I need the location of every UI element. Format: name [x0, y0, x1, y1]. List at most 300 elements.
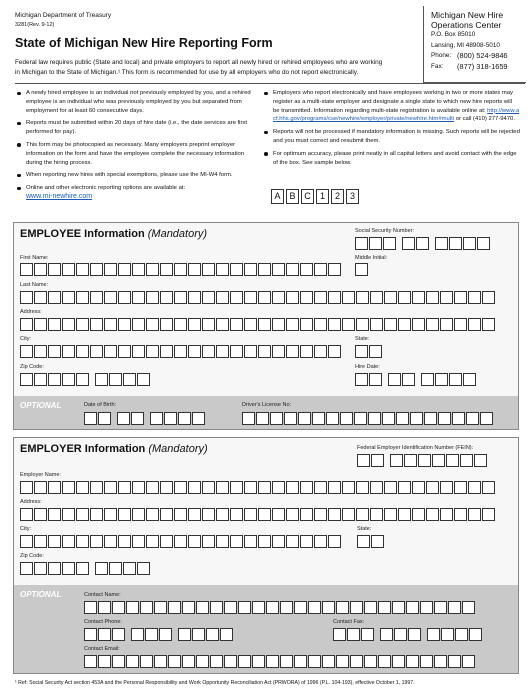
char-box[interactable]	[98, 412, 111, 425]
char-box[interactable]	[62, 345, 75, 358]
hire-date-field[interactable]	[355, 373, 477, 386]
char-box[interactable]	[272, 318, 285, 331]
char-box[interactable]	[230, 345, 243, 358]
char-box[interactable]	[112, 655, 125, 668]
char-box[interactable]	[426, 291, 439, 304]
char-box[interactable]	[188, 481, 201, 494]
char-box[interactable]	[466, 412, 479, 425]
char-box[interactable]	[280, 655, 293, 668]
char-box[interactable]	[98, 628, 111, 641]
char-box[interactable]	[34, 508, 47, 521]
char-box[interactable]	[20, 291, 33, 304]
char-box[interactable]	[336, 601, 349, 614]
char-box[interactable]	[196, 655, 209, 668]
char-box[interactable]	[244, 263, 257, 276]
char-box[interactable]	[112, 628, 125, 641]
char-box[interactable]	[312, 412, 325, 425]
char-box[interactable]	[244, 318, 257, 331]
char-box[interactable]	[244, 345, 257, 358]
ssn-field[interactable]	[355, 237, 491, 250]
char-box[interactable]	[62, 373, 75, 386]
char-box[interactable]	[242, 412, 255, 425]
char-box[interactable]	[90, 318, 103, 331]
char-box[interactable]	[462, 655, 475, 668]
char-box[interactable]	[440, 291, 453, 304]
char-box[interactable]	[412, 318, 425, 331]
char-box[interactable]	[160, 481, 173, 494]
char-box[interactable]	[336, 655, 349, 668]
char-box[interactable]	[402, 373, 415, 386]
char-box[interactable]	[224, 655, 237, 668]
char-box[interactable]	[84, 601, 97, 614]
char-box[interactable]	[426, 481, 439, 494]
char-box[interactable]	[48, 508, 61, 521]
char-box[interactable]	[20, 562, 33, 575]
char-box[interactable]	[145, 628, 158, 641]
char-box[interactable]	[118, 481, 131, 494]
char-box[interactable]	[455, 628, 468, 641]
char-box[interactable]	[482, 508, 495, 521]
char-box[interactable]	[326, 412, 339, 425]
char-box[interactable]	[76, 508, 89, 521]
char-box[interactable]	[298, 412, 311, 425]
char-box[interactable]	[356, 481, 369, 494]
char-box[interactable]	[146, 508, 159, 521]
char-box[interactable]	[84, 412, 97, 425]
last-name-field[interactable]	[20, 291, 496, 304]
char-box[interactable]	[350, 655, 363, 668]
char-box[interactable]	[132, 481, 145, 494]
char-box[interactable]	[347, 628, 360, 641]
char-box[interactable]	[146, 318, 159, 331]
char-box[interactable]	[357, 535, 370, 548]
char-box[interactable]	[446, 454, 459, 467]
char-box[interactable]	[448, 655, 461, 668]
char-box[interactable]	[20, 481, 33, 494]
char-box[interactable]	[48, 263, 61, 276]
char-box[interactable]	[76, 263, 89, 276]
char-box[interactable]	[370, 481, 383, 494]
char-box[interactable]	[160, 263, 173, 276]
employer-name-field[interactable]	[20, 481, 496, 494]
char-box[interactable]	[188, 535, 201, 548]
char-box[interactable]	[104, 535, 117, 548]
char-box[interactable]	[131, 412, 144, 425]
char-box[interactable]	[230, 535, 243, 548]
char-box[interactable]	[20, 508, 33, 521]
char-box[interactable]	[370, 508, 383, 521]
char-box[interactable]	[454, 291, 467, 304]
char-box[interactable]	[90, 291, 103, 304]
char-box[interactable]	[178, 628, 191, 641]
char-box[interactable]	[154, 601, 167, 614]
char-box[interactable]	[98, 655, 111, 668]
char-box[interactable]	[95, 562, 108, 575]
char-box[interactable]	[90, 345, 103, 358]
char-box[interactable]	[244, 481, 257, 494]
char-box[interactable]	[123, 373, 136, 386]
char-box[interactable]	[384, 318, 397, 331]
char-box[interactable]	[355, 373, 368, 386]
char-box[interactable]	[202, 263, 215, 276]
char-box[interactable]	[468, 481, 481, 494]
char-box[interactable]	[137, 562, 150, 575]
char-box[interactable]	[202, 318, 215, 331]
char-box[interactable]	[322, 655, 335, 668]
char-box[interactable]	[34, 345, 47, 358]
char-box[interactable]	[160, 535, 173, 548]
char-box[interactable]	[314, 318, 327, 331]
char-box[interactable]	[328, 263, 341, 276]
char-box[interactable]	[118, 508, 131, 521]
char-box[interactable]	[357, 454, 370, 467]
char-box[interactable]	[146, 481, 159, 494]
contact-email-field[interactable]	[84, 655, 476, 668]
char-box[interactable]	[468, 291, 481, 304]
employee-state-field[interactable]	[355, 345, 383, 358]
char-box[interactable]	[188, 345, 201, 358]
char-box[interactable]	[146, 291, 159, 304]
char-box[interactable]	[230, 318, 243, 331]
char-box[interactable]	[48, 291, 61, 304]
char-box[interactable]	[286, 345, 299, 358]
char-box[interactable]	[112, 601, 125, 614]
first-name-field[interactable]	[20, 263, 342, 276]
contact-fax-field[interactable]	[333, 628, 483, 641]
char-box[interactable]	[210, 655, 223, 668]
char-box[interactable]	[280, 601, 293, 614]
char-box[interactable]	[440, 481, 453, 494]
employee-zip-field[interactable]	[20, 373, 151, 386]
char-box[interactable]	[258, 318, 271, 331]
char-box[interactable]	[272, 263, 285, 276]
char-box[interactable]	[392, 601, 405, 614]
char-box[interactable]	[146, 535, 159, 548]
char-box[interactable]	[118, 535, 131, 548]
char-box[interactable]	[118, 345, 131, 358]
char-box[interactable]	[34, 291, 47, 304]
char-box[interactable]	[384, 481, 397, 494]
char-box[interactable]	[62, 263, 75, 276]
char-box[interactable]	[350, 601, 363, 614]
char-box[interactable]	[371, 535, 384, 548]
char-box[interactable]	[421, 373, 434, 386]
char-box[interactable]	[159, 628, 172, 641]
char-box[interactable]	[355, 237, 368, 250]
char-box[interactable]	[90, 535, 103, 548]
char-box[interactable]	[272, 345, 285, 358]
char-box[interactable]	[300, 535, 313, 548]
fein-field[interactable]	[357, 454, 488, 467]
char-box[interactable]	[314, 481, 327, 494]
char-box[interactable]	[286, 535, 299, 548]
char-box[interactable]	[188, 263, 201, 276]
char-box[interactable]	[388, 373, 401, 386]
char-box[interactable]	[210, 601, 223, 614]
char-box[interactable]	[328, 481, 341, 494]
char-box[interactable]	[62, 562, 75, 575]
char-box[interactable]	[244, 291, 257, 304]
char-box[interactable]	[256, 412, 269, 425]
char-box[interactable]	[356, 318, 369, 331]
char-box[interactable]	[463, 237, 476, 250]
char-box[interactable]	[454, 481, 467, 494]
char-box[interactable]	[308, 601, 321, 614]
middle-initial-field[interactable]	[355, 263, 369, 276]
char-box[interactable]	[48, 535, 61, 548]
char-box[interactable]	[258, 481, 271, 494]
char-box[interactable]	[84, 628, 97, 641]
char-box[interactable]	[286, 318, 299, 331]
char-box[interactable]	[258, 345, 271, 358]
char-box[interactable]	[230, 291, 243, 304]
char-box[interactable]	[188, 291, 201, 304]
char-box[interactable]	[192, 412, 205, 425]
char-box[interactable]	[132, 318, 145, 331]
char-box[interactable]	[420, 601, 433, 614]
char-box[interactable]	[314, 508, 327, 521]
char-box[interactable]	[300, 291, 313, 304]
char-box[interactable]	[76, 481, 89, 494]
char-box[interactable]	[328, 535, 341, 548]
char-box[interactable]	[333, 628, 346, 641]
char-box[interactable]	[404, 454, 417, 467]
char-box[interactable]	[390, 454, 403, 467]
char-box[interactable]	[342, 481, 355, 494]
char-box[interactable]	[378, 655, 391, 668]
char-box[interactable]	[202, 481, 215, 494]
char-box[interactable]	[342, 318, 355, 331]
char-box[interactable]	[174, 535, 187, 548]
char-box[interactable]	[300, 318, 313, 331]
char-box[interactable]	[244, 508, 257, 521]
char-box[interactable]	[434, 655, 447, 668]
char-box[interactable]	[238, 601, 251, 614]
char-box[interactable]	[104, 508, 117, 521]
char-box[interactable]	[380, 628, 393, 641]
char-box[interactable]	[270, 412, 283, 425]
char-box[interactable]	[140, 655, 153, 668]
char-box[interactable]	[314, 263, 327, 276]
char-box[interactable]	[220, 628, 233, 641]
char-box[interactable]	[20, 345, 33, 358]
char-box[interactable]	[328, 345, 341, 358]
char-box[interactable]	[482, 291, 495, 304]
char-box[interactable]	[398, 508, 411, 521]
char-box[interactable]	[452, 412, 465, 425]
char-box[interactable]	[216, 291, 229, 304]
char-box[interactable]	[382, 412, 395, 425]
char-box[interactable]	[355, 345, 368, 358]
char-box[interactable]	[76, 318, 89, 331]
char-box[interactable]	[62, 481, 75, 494]
char-box[interactable]	[463, 373, 476, 386]
char-box[interactable]	[62, 508, 75, 521]
char-box[interactable]	[449, 237, 462, 250]
char-box[interactable]	[294, 655, 307, 668]
char-box[interactable]	[432, 454, 445, 467]
char-box[interactable]	[426, 508, 439, 521]
char-box[interactable]	[435, 237, 448, 250]
char-box[interactable]	[174, 263, 187, 276]
char-box[interactable]	[90, 508, 103, 521]
char-box[interactable]	[482, 318, 495, 331]
char-box[interactable]	[328, 318, 341, 331]
char-box[interactable]	[150, 412, 163, 425]
char-box[interactable]	[286, 481, 299, 494]
char-box[interactable]	[356, 291, 369, 304]
char-box[interactable]	[368, 412, 381, 425]
employee-city-field[interactable]	[20, 345, 342, 358]
char-box[interactable]	[34, 562, 47, 575]
char-box[interactable]	[342, 291, 355, 304]
char-box[interactable]	[34, 535, 47, 548]
char-box[interactable]	[438, 412, 451, 425]
char-box[interactable]	[216, 481, 229, 494]
char-box[interactable]	[62, 535, 75, 548]
char-box[interactable]	[84, 655, 97, 668]
char-box[interactable]	[398, 318, 411, 331]
char-box[interactable]	[160, 291, 173, 304]
char-box[interactable]	[140, 601, 153, 614]
employer-address-field[interactable]	[20, 508, 496, 521]
employer-city-field[interactable]	[20, 535, 342, 548]
char-box[interactable]	[174, 345, 187, 358]
char-box[interactable]	[216, 263, 229, 276]
char-box[interactable]	[154, 655, 167, 668]
char-box[interactable]	[370, 291, 383, 304]
char-box[interactable]	[132, 291, 145, 304]
char-box[interactable]	[202, 508, 215, 521]
char-box[interactable]	[188, 318, 201, 331]
char-box[interactable]	[435, 373, 448, 386]
char-box[interactable]	[196, 601, 209, 614]
employer-state-field[interactable]	[357, 535, 385, 548]
char-box[interactable]	[202, 345, 215, 358]
char-box[interactable]	[174, 481, 187, 494]
char-box[interactable]	[244, 535, 257, 548]
char-box[interactable]	[182, 655, 195, 668]
char-box[interactable]	[369, 345, 382, 358]
char-box[interactable]	[416, 237, 429, 250]
char-box[interactable]	[95, 373, 108, 386]
char-box[interactable]	[449, 373, 462, 386]
char-box[interactable]	[34, 263, 47, 276]
char-box[interactable]	[468, 318, 481, 331]
char-box[interactable]	[370, 318, 383, 331]
char-box[interactable]	[300, 263, 313, 276]
char-box[interactable]	[454, 508, 467, 521]
char-box[interactable]	[137, 373, 150, 386]
char-box[interactable]	[398, 481, 411, 494]
char-box[interactable]	[272, 481, 285, 494]
char-box[interactable]	[266, 601, 279, 614]
char-box[interactable]	[90, 263, 103, 276]
char-box[interactable]	[369, 237, 382, 250]
drivers-license-field[interactable]	[242, 412, 494, 425]
char-box[interactable]	[216, 535, 229, 548]
char-box[interactable]	[300, 345, 313, 358]
char-box[interactable]	[76, 373, 89, 386]
char-box[interactable]	[402, 237, 415, 250]
char-box[interactable]	[286, 291, 299, 304]
char-box[interactable]	[109, 373, 122, 386]
char-box[interactable]	[188, 508, 201, 521]
char-box[interactable]	[216, 345, 229, 358]
employer-zip-field[interactable]	[20, 562, 151, 575]
char-box[interactable]	[410, 412, 423, 425]
employee-address-field[interactable]	[20, 318, 496, 331]
char-box[interactable]	[272, 508, 285, 521]
char-box[interactable]	[118, 318, 131, 331]
char-box[interactable]	[392, 655, 405, 668]
char-box[interactable]	[216, 508, 229, 521]
char-box[interactable]	[440, 318, 453, 331]
char-box[interactable]	[20, 535, 33, 548]
char-box[interactable]	[412, 508, 425, 521]
char-box[interactable]	[98, 601, 111, 614]
char-box[interactable]	[371, 454, 384, 467]
char-box[interactable]	[286, 508, 299, 521]
char-box[interactable]	[383, 237, 396, 250]
char-box[interactable]	[174, 318, 187, 331]
char-box[interactable]	[202, 535, 215, 548]
char-box[interactable]	[258, 263, 271, 276]
char-box[interactable]	[126, 601, 139, 614]
char-box[interactable]	[48, 562, 61, 575]
char-box[interactable]	[62, 291, 75, 304]
char-box[interactable]	[424, 412, 437, 425]
char-box[interactable]	[477, 237, 490, 250]
char-box[interactable]	[300, 481, 313, 494]
char-box[interactable]	[258, 535, 271, 548]
char-box[interactable]	[118, 291, 131, 304]
char-box[interactable]	[146, 263, 159, 276]
char-box[interactable]	[76, 291, 89, 304]
char-box[interactable]	[160, 345, 173, 358]
char-box[interactable]	[62, 318, 75, 331]
char-box[interactable]	[314, 345, 327, 358]
char-box[interactable]	[434, 601, 447, 614]
char-box[interactable]	[440, 508, 453, 521]
char-box[interactable]	[462, 601, 475, 614]
char-box[interactable]	[104, 481, 117, 494]
char-box[interactable]	[252, 601, 265, 614]
char-box[interactable]	[168, 655, 181, 668]
char-box[interactable]	[174, 291, 187, 304]
char-box[interactable]	[328, 508, 341, 521]
char-box[interactable]	[412, 481, 425, 494]
char-box[interactable]	[340, 412, 353, 425]
char-box[interactable]	[294, 601, 307, 614]
char-box[interactable]	[34, 481, 47, 494]
char-box[interactable]	[300, 508, 313, 521]
char-box[interactable]	[361, 628, 374, 641]
char-box[interactable]	[34, 318, 47, 331]
char-box[interactable]	[308, 655, 321, 668]
char-box[interactable]	[182, 601, 195, 614]
char-box[interactable]	[284, 412, 297, 425]
char-box[interactable]	[48, 373, 61, 386]
char-box[interactable]	[48, 318, 61, 331]
char-box[interactable]	[396, 412, 409, 425]
char-box[interactable]	[160, 508, 173, 521]
char-box[interactable]	[118, 263, 131, 276]
char-box[interactable]	[160, 318, 173, 331]
char-box[interactable]	[90, 481, 103, 494]
char-box[interactable]	[328, 291, 341, 304]
char-box[interactable]	[408, 628, 421, 641]
